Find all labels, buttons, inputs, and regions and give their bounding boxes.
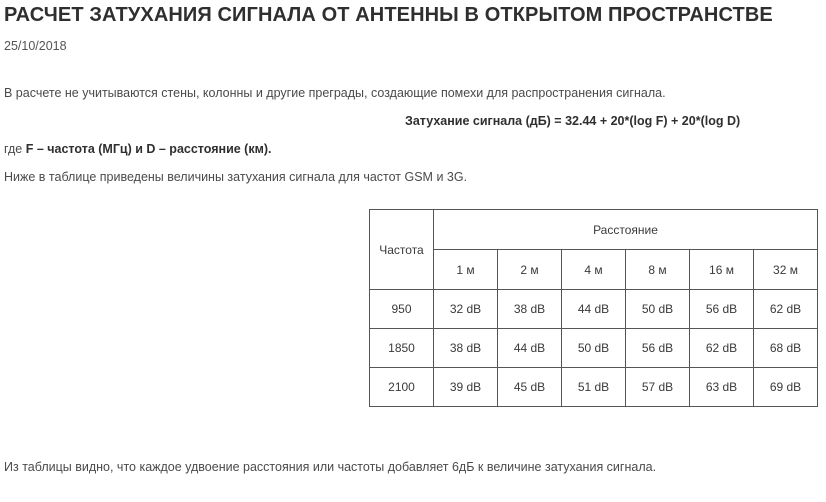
table-intro: Ниже в таблице приведены величины затухания сигнала для частот GSM и 3G. (4, 170, 468, 184)
distance-cell: 2 м (498, 250, 562, 290)
frequency-cell: 2100 (370, 368, 434, 407)
value-cell: 44 dB (498, 329, 562, 368)
attenuation-table (369, 209, 818, 407)
formula-legend (4, 142, 271, 156)
distance-cell: 1 м (434, 250, 498, 290)
value-cell: 62 dB (754, 290, 818, 329)
value-cell: 51 dB (562, 368, 626, 407)
value-cell: 69 dB (754, 368, 818, 407)
value-cell: 39 dB (434, 368, 498, 407)
publish-date: 25/10/2018 (4, 39, 67, 53)
value-cell: 56 dB (626, 329, 690, 368)
value-cell: 68 dB (754, 329, 818, 368)
calculation-note: В расчете не учитываются стены, колонны и другие преграды, создающие помехи для распространения сигнала. (4, 86, 666, 100)
value-cell: 50 dB (562, 329, 626, 368)
value-cell: 38 dB (434, 329, 498, 368)
table-row (370, 368, 818, 407)
page-title: РАСЧЕТ ЗАТУХАНИЯ СИГНАЛА ОТ АНТЕННЫ В ОТКРЫТОМ ПРОСТРАНСТВЕ (4, 4, 773, 26)
frequency-header: Частота (370, 210, 434, 290)
value-cell: 63 dB (690, 368, 754, 407)
distance-header: Расстояние (434, 210, 818, 250)
distance-cell: 16 м (690, 250, 754, 290)
value-cell: 57 dB (626, 368, 690, 407)
value-cell: 38 dB (498, 290, 562, 329)
formula-legend-prefix: где (4, 142, 26, 156)
value-cell: 50 dB (626, 290, 690, 329)
distance-cell: 8 м (626, 250, 690, 290)
table-header-row (370, 210, 818, 250)
value-cell: 45 dB (498, 368, 562, 407)
value-cell: 56 dB (690, 290, 754, 329)
value-cell: 32 dB (434, 290, 498, 329)
conclusion-text: Из таблицы видно, что каждое удвоение расстояния или частоты добавляет 6дБ к величине затухания сигнала. (4, 460, 657, 474)
distance-cell: 4 м (562, 250, 626, 290)
table-row (370, 290, 818, 329)
formula-legend-variables: F – частота (МГц) и D – расстояние (км). (25, 142, 272, 156)
distance-row (370, 250, 818, 290)
distance-cell: 32 м (754, 250, 818, 290)
frequency-cell: 950 (370, 290, 434, 329)
frequency-cell: 1850 (370, 329, 434, 368)
value-cell: 44 dB (562, 290, 626, 329)
table-row (370, 329, 818, 368)
value-cell: 62 dB (690, 329, 754, 368)
attenuation-formula: Затухание сигнала (дБ) = 32.44 + 20*(log F) + 20*(log D) (405, 114, 741, 128)
